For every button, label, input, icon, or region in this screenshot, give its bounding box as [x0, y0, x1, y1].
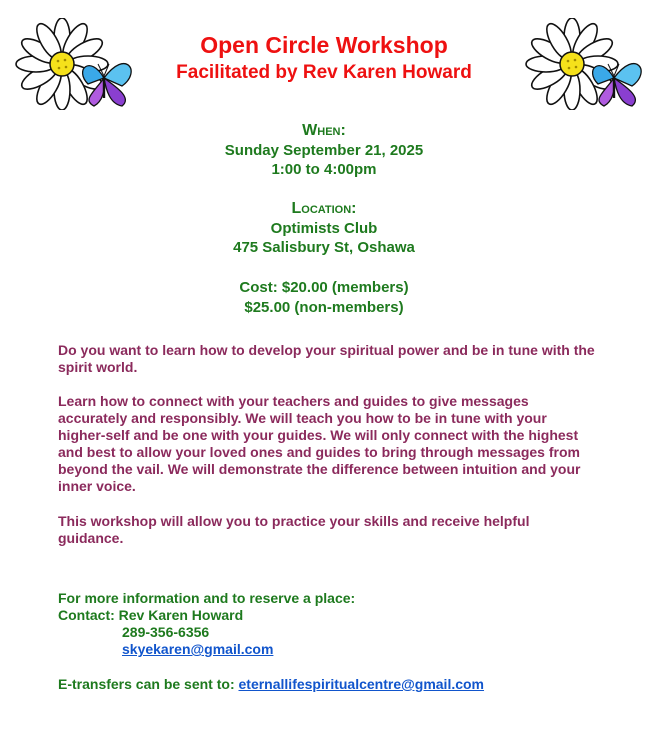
- intro-paragraph: Do you want to learn how to develop your spiritual power and be in tune with the spirit world.: [58, 342, 595, 375]
- contact-email-link[interactable]: skyekaren@gmail.com: [122, 641, 274, 657]
- location-section: [0, 199, 648, 258]
- when-heading: When:: [302, 122, 346, 139]
- event-date: Sunday September 21, 2025: [224, 141, 424, 159]
- cost-members: Cost: $20.00 (members): [239, 279, 409, 296]
- location-heading: Location:: [291, 200, 357, 217]
- contact-phone: 289-356-6356: [122, 624, 210, 640]
- etransfer-email-link[interactable]: eternallifespiritualcentre@gmail.com: [238, 676, 485, 692]
- page-subtitle: Facilitated by Rev Karen Howard: [176, 62, 472, 83]
- description-paragraph: Learn how to connect with your teachers and guides to give messages accurately and responsibly. We will teach you how to be in tune with your higher-self and be one with your guides. We will only connect with the highest and best to allow your loved ones and guides to bring through messages from beyond the vail. We will demonstrate the difference between intuition and your inner voice.: [58, 393, 581, 494]
- when-section: [0, 121, 648, 180]
- etransfer-label: E-transfers can be sent to:: [58, 676, 239, 692]
- venue-address: 475 Salisbury St, Oshawa: [233, 239, 415, 256]
- contact-section: [58, 590, 618, 658]
- event-time: 1:00 to 4:00pm: [271, 161, 377, 178]
- cost-non-members: $25.00 (non-members): [244, 298, 404, 316]
- closing-paragraph: This workshop will allow you to practice your skills and receive helpful guidance.: [58, 513, 530, 546]
- etransfer-line: [58, 676, 484, 693]
- page-title: Open Circle Workshop: [200, 32, 448, 58]
- contact-name: Contact: Rev Karen Howard: [58, 607, 244, 623]
- contact-intro: For more information and to reserve a place:: [58, 590, 356, 606]
- venue-name: Optimists Club: [270, 219, 378, 237]
- cost-section: [0, 278, 648, 317]
